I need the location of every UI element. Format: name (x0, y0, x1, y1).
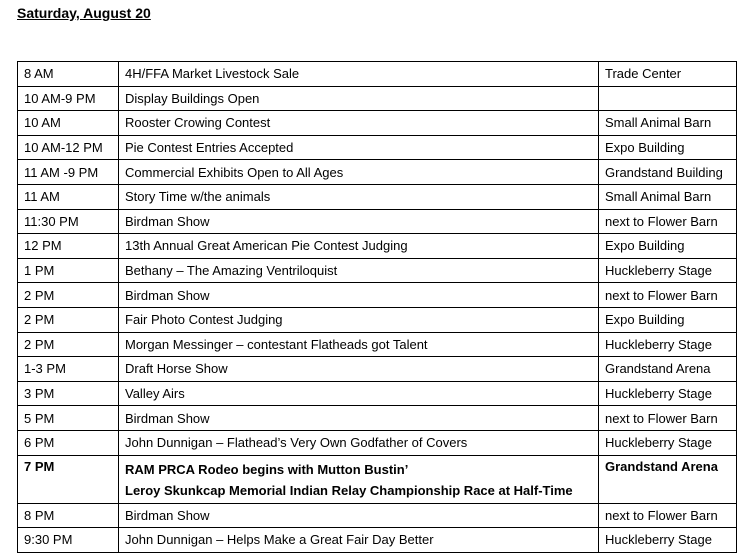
event-cell: Display Buildings Open (119, 86, 599, 111)
location-cell: Huckleberry Stage (599, 430, 737, 455)
location-cell: Grandstand Arena (599, 357, 737, 382)
time-cell: 10 AM-12 PM (18, 135, 119, 160)
time-cell: 2 PM (18, 283, 119, 308)
time-cell: 3 PM (18, 381, 119, 406)
location-cell: Small Animal Barn (599, 111, 737, 136)
table-row (18, 234, 737, 259)
table-row (18, 86, 737, 111)
location-cell: Grandstand Building (599, 160, 737, 185)
table-row (18, 332, 737, 357)
time-cell: 2 PM (18, 332, 119, 357)
time-cell: 11 AM (18, 184, 119, 209)
location-cell: Huckleberry Stage (599, 528, 737, 553)
time-cell: 10 AM (18, 111, 119, 136)
event-cell (119, 455, 599, 503)
event-cell: Birdman Show (119, 406, 599, 431)
event-cell: 4H/FFA Market Livestock Sale (119, 62, 599, 87)
location-cell: next to Flower Barn (599, 503, 737, 528)
location-cell: Huckleberry Stage (599, 332, 737, 357)
time-cell: 9:30 PM (18, 528, 119, 553)
event-cell: Birdman Show (119, 209, 599, 234)
location-cell: next to Flower Barn (599, 209, 737, 234)
table-row (18, 258, 737, 283)
schedule-table (17, 61, 737, 553)
location-cell: Huckleberry Stage (599, 258, 737, 283)
time-cell: 11:30 PM (18, 209, 119, 234)
event-cell: 13th Annual Great American Pie Contest Judging (119, 234, 599, 259)
time-cell: 6 PM (18, 430, 119, 455)
table-row (18, 430, 737, 455)
location-cell: Grandstand Arena (599, 455, 737, 503)
location-cell (599, 86, 737, 111)
event-cell: Morgan Messinger – contestant Flatheads got Talent (119, 332, 599, 357)
time-cell: 8 AM (18, 62, 119, 87)
event-cell: Story Time w/the animals (119, 184, 599, 209)
location-cell: Expo Building (599, 234, 737, 259)
event-cell: Rooster Crowing Contest (119, 111, 599, 136)
table-row (18, 503, 737, 528)
table-row (18, 62, 737, 87)
event-line-1: RAM PRCA Rodeo begins with Mutton Bustin’ (125, 461, 409, 477)
table-row (18, 184, 737, 209)
time-cell: 5 PM (18, 406, 119, 431)
table-row (18, 406, 737, 431)
time-cell: 7 PM (18, 455, 119, 503)
time-cell: 1-3 PM (18, 357, 119, 382)
event-cell: Fair Photo Contest Judging (119, 307, 599, 332)
page-heading: Saturday, August 20 (17, 5, 151, 21)
location-cell: Huckleberry Stage (599, 381, 737, 406)
time-cell: 12 PM (18, 234, 119, 259)
time-cell: 2 PM (18, 307, 119, 332)
event-cell: Birdman Show (119, 503, 599, 528)
location-cell: next to Flower Barn (599, 283, 737, 308)
table-row (18, 160, 737, 185)
event-cell: John Dunnigan – Flathead’s Very Own Godfather of Covers (119, 430, 599, 455)
event-cell: Pie Contest Entries Accepted (119, 135, 599, 160)
event-cell: Bethany – The Amazing Ventriloquist (119, 258, 599, 283)
table-row (18, 528, 737, 553)
table-row (18, 381, 737, 406)
event-line-2: Leroy Skunkcap Memorial Indian Relay Championship Race at Half-Time (125, 482, 573, 498)
event-cell: Commercial Exhibits Open to All Ages (119, 160, 599, 185)
table-row (18, 209, 737, 234)
location-cell: next to Flower Barn (599, 406, 737, 431)
event-cell: Draft Horse Show (119, 357, 599, 382)
location-cell: Trade Center (599, 62, 737, 87)
table-row (18, 111, 737, 136)
time-cell: 11 AM -9 PM (18, 160, 119, 185)
location-cell: Expo Building (599, 135, 737, 160)
table-row (18, 357, 737, 382)
event-cell: Valley Airs (119, 381, 599, 406)
table-row (18, 135, 737, 160)
table-row (18, 283, 737, 308)
event-cell: Birdman Show (119, 283, 599, 308)
location-cell: Small Animal Barn (599, 184, 737, 209)
table-row (18, 307, 737, 332)
time-cell: 8 PM (18, 503, 119, 528)
location-cell: Expo Building (599, 307, 737, 332)
table-row-highlight (18, 455, 737, 503)
event-cell: John Dunnigan – Helps Make a Great Fair Day Better (119, 528, 599, 553)
time-cell: 10 AM-9 PM (18, 86, 119, 111)
time-cell: 1 PM (18, 258, 119, 283)
